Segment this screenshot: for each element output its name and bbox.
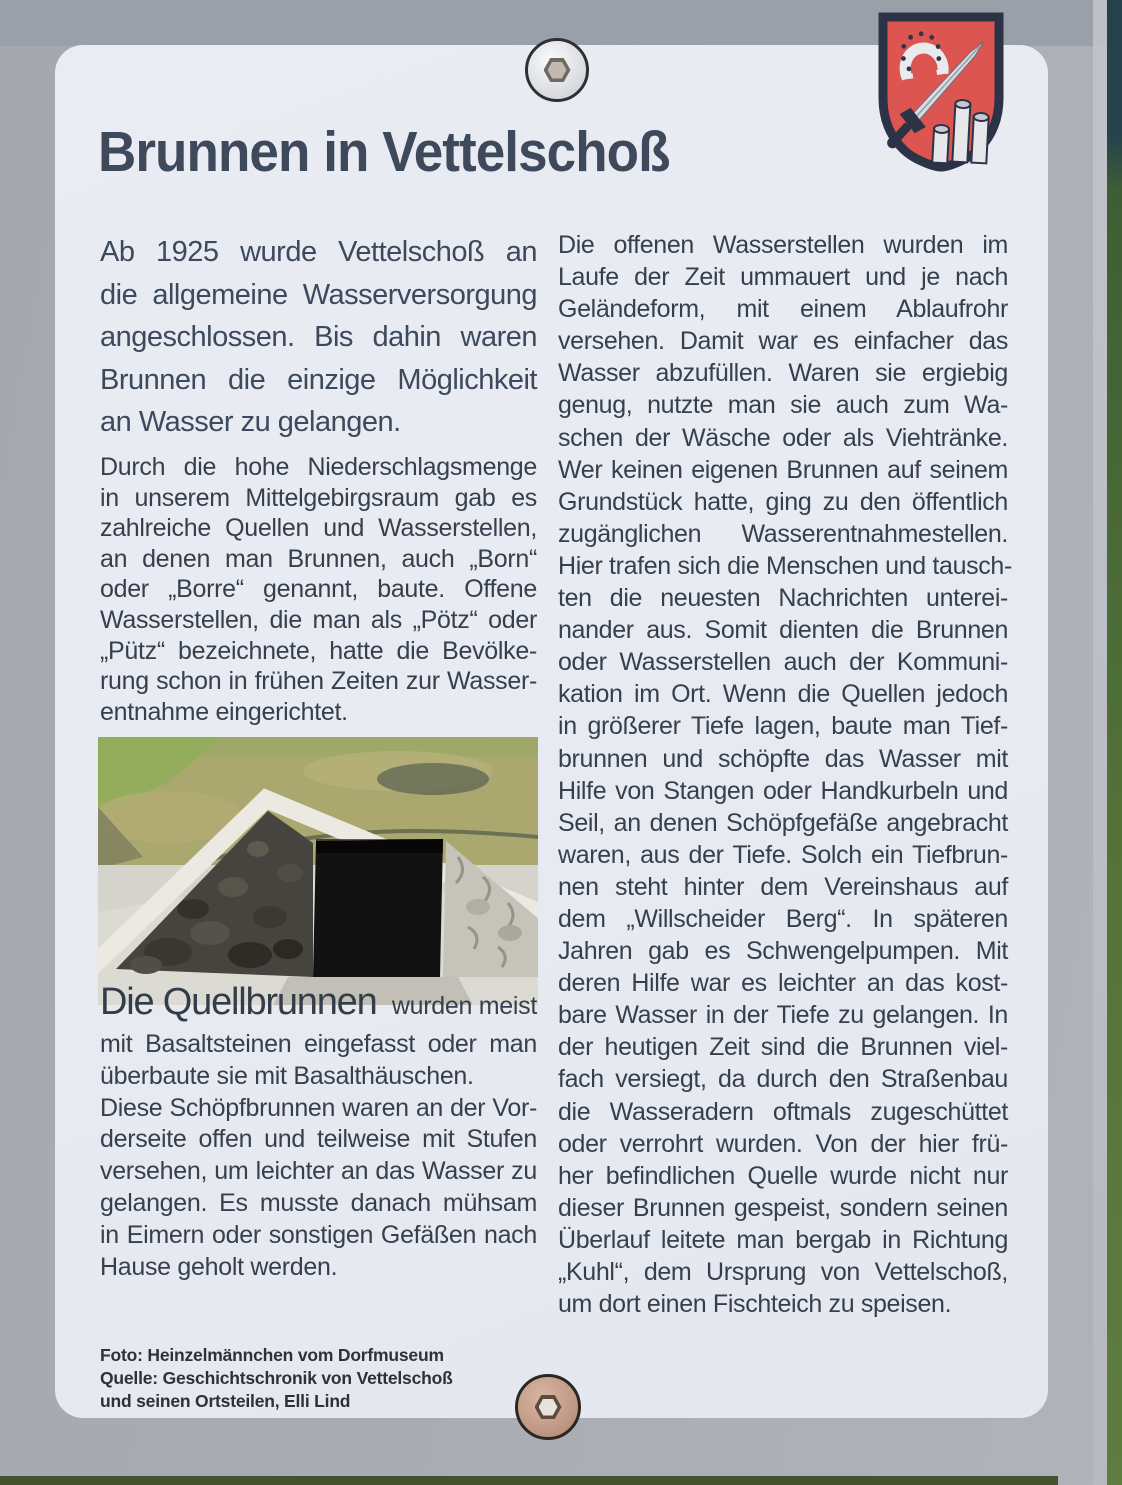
quellbrunnen-text-a [100, 1029, 537, 1093]
text-line: Hier trafen sich die Menschen und tausch- [558, 551, 1012, 580]
text-line: an Wasser zu gelangen. [100, 406, 401, 438]
text-line: Hilfe von Stangen oder Handkurbeln und [558, 776, 1008, 805]
text-line: an denen man Brunnen, auch „Born“ [100, 544, 537, 573]
text-line: in größerer Tiefe lagen, baute man Tief- [558, 712, 1008, 741]
text-line: nander aus. Somit dienten die Brunnen [558, 616, 1008, 645]
text-line: dieser Brunnen gespeist, sondern seinen [558, 1193, 1008, 1222]
text-line: oder verrohrt wurden. Von der hier frü- [558, 1129, 1008, 1158]
text-line: versehen, um leichter an das Wasser zu [100, 1157, 537, 1186]
hex-bolt-icon [544, 58, 571, 82]
text-line: Wasserstellen, die man als „Pötz“ oder [100, 605, 537, 634]
text-line: Durch die hohe Niederschlagsmenge [100, 453, 537, 481]
vegetation-bottom [0, 1476, 1058, 1485]
mounting-screw-bottom-icon [515, 1374, 581, 1440]
photo-credits [100, 1344, 537, 1413]
hex-bolt-icon [535, 1395, 562, 1419]
text-line: Quelle: Geschichtschronik von Vettelschoß [100, 1368, 453, 1388]
text-line: deren Hilfe war es leichter an das kost- [558, 969, 1008, 998]
text-line: Jahren gab es Schwengelpumpen. Mit [558, 937, 1008, 966]
well-photo-graphic [98, 737, 538, 1005]
text-line: Wasser abzufüllen. Waren sie ergiebig [558, 359, 1008, 388]
vegetation-edge [1107, 0, 1122, 1485]
quellbrunnen-first-line [100, 981, 537, 1027]
quellbrunnen-text-b [100, 1093, 537, 1284]
text-line: und seinen Ortsteilen, Elli Lind [100, 1391, 351, 1411]
text-line: Brunnen die einzige Möglichkeit [100, 363, 537, 396]
text-line: ten die neuesten Nachrichten unterei- [558, 584, 1008, 613]
text-line: Hause geholt werden. [100, 1252, 338, 1281]
text-line: mit Basaltsteinen eingefasst oder man [100, 1030, 537, 1058]
text-line: die allgemeine Wasserversorgung [100, 278, 537, 311]
text-line: schen der Wäsche oder als Viehtränke. [558, 423, 1008, 452]
text-line: Geländeform, mit einem Ablaufrohr [558, 295, 1008, 324]
vettelschoss-coat-of-arms-icon [876, 10, 1006, 172]
information-sign [55, 45, 1048, 1418]
text-line: rung schon in frühen Zeiten zur Wasser- [100, 667, 537, 696]
quellbrunnen-heading: Die Quellbrunnen [100, 981, 377, 1023]
text-line: in Eimern oder sonstigen Gefäßen nach [100, 1220, 537, 1249]
text-line: überbaute sie mit Basalthäuschen. [100, 1061, 474, 1090]
text-line: waren, aus der Tiefe. Solch ein Tiefbrun- [558, 840, 1008, 869]
text-line: oder Wasserstellen auch der Kommuni- [558, 648, 1008, 677]
page-title: Brunnen in Vettelschoß [98, 120, 670, 184]
text-line: fach versiegt, da durch den Straßenbau [558, 1065, 1008, 1094]
right-column-paragraph [558, 229, 1012, 1320]
text-line: Grundstück hatte, ging zu den öffentlich [558, 487, 1008, 516]
text-line: in unserem Mittelgebirgsraum gab es [100, 483, 537, 512]
text-line: dem „Willscheider Berg“. In späteren [558, 904, 1008, 933]
text-line: her befindlichen Quelle wurde nicht nur [558, 1161, 1008, 1190]
text-line: zugänglichen Wasserentnahmestellen. [558, 519, 1008, 548]
text-line: „Pütz“ bezeichnete, hatte die Bevölke- [100, 636, 537, 665]
post-edge-bevel [1093, 0, 1107, 1485]
text-line: Foto: Heinzelmännchen vom Dorfmuseum [100, 1345, 444, 1365]
text-line: der heutigen Zeit sind die Brunnen viel- [558, 1033, 1008, 1062]
text-line: oder „Borre“ genannt, baute. Offene [100, 575, 537, 604]
text-line: Diese Schöpfbrunnen waren an der Vor- [100, 1093, 537, 1122]
text-line: versehen. Damit war es einfacher das [558, 327, 1008, 356]
text-line: entnahme eingerichtet. [100, 697, 348, 726]
well-photo [98, 737, 538, 1005]
text-line: nen steht hinter dem Vereinshaus auf [558, 872, 1008, 901]
mounting-screw-top-icon [525, 38, 589, 102]
text-line: um dort einen Fischteich zu speisen. [558, 1290, 952, 1319]
text-line: Wer keinen eigenen Brunnen auf seinem [558, 455, 1008, 484]
text-line: derseite offen und teilweise mit Stufen [100, 1125, 537, 1154]
text-line: zahlreiche Quellen und Wasserstellen, [100, 514, 537, 543]
text-line: „Kuhl“, dem Ursprung von Vettelschoß, [558, 1258, 1008, 1286]
text-line: Ab 1925 wurde Vettelschoß an [100, 236, 537, 268]
text-line: genug, nutzte man sie auch zum Wa- [558, 391, 1008, 420]
well-opening [313, 839, 443, 977]
quellbrunnen-heading-rest: wurden meist [391, 992, 537, 1020]
grass-shadow [377, 763, 489, 795]
text-line: Laufe der Zeit ummauert und je nach [558, 263, 1008, 292]
text-line: die Wasseradern oftmals zugeschüttet [558, 1097, 1008, 1126]
intro-paragraph [100, 231, 537, 444]
left-column-paragraph [100, 452, 537, 727]
text-line: brunnen und schöpfte das Wasser mit [558, 744, 1008, 773]
text-line: Überlauf leitete man bergab in Richtung [558, 1225, 1008, 1254]
text-line: Seil, an denen Schöpfgefäße angebracht [558, 808, 1008, 837]
text-line: bare Wasser in der Tiefe zu gelangen. In [558, 1001, 1008, 1030]
text-line: Die offenen Wasserstellen wurden im [558, 231, 1008, 259]
quellbrunnen-paragraph [100, 981, 537, 1283]
text-line: angeschlossen. Bis dahin waren [100, 321, 537, 353]
text-line: kation im Ort. Wenn die Quellen jedoch [558, 680, 1008, 709]
text-line: gelangen. Es musste danach mühsam [100, 1188, 537, 1217]
